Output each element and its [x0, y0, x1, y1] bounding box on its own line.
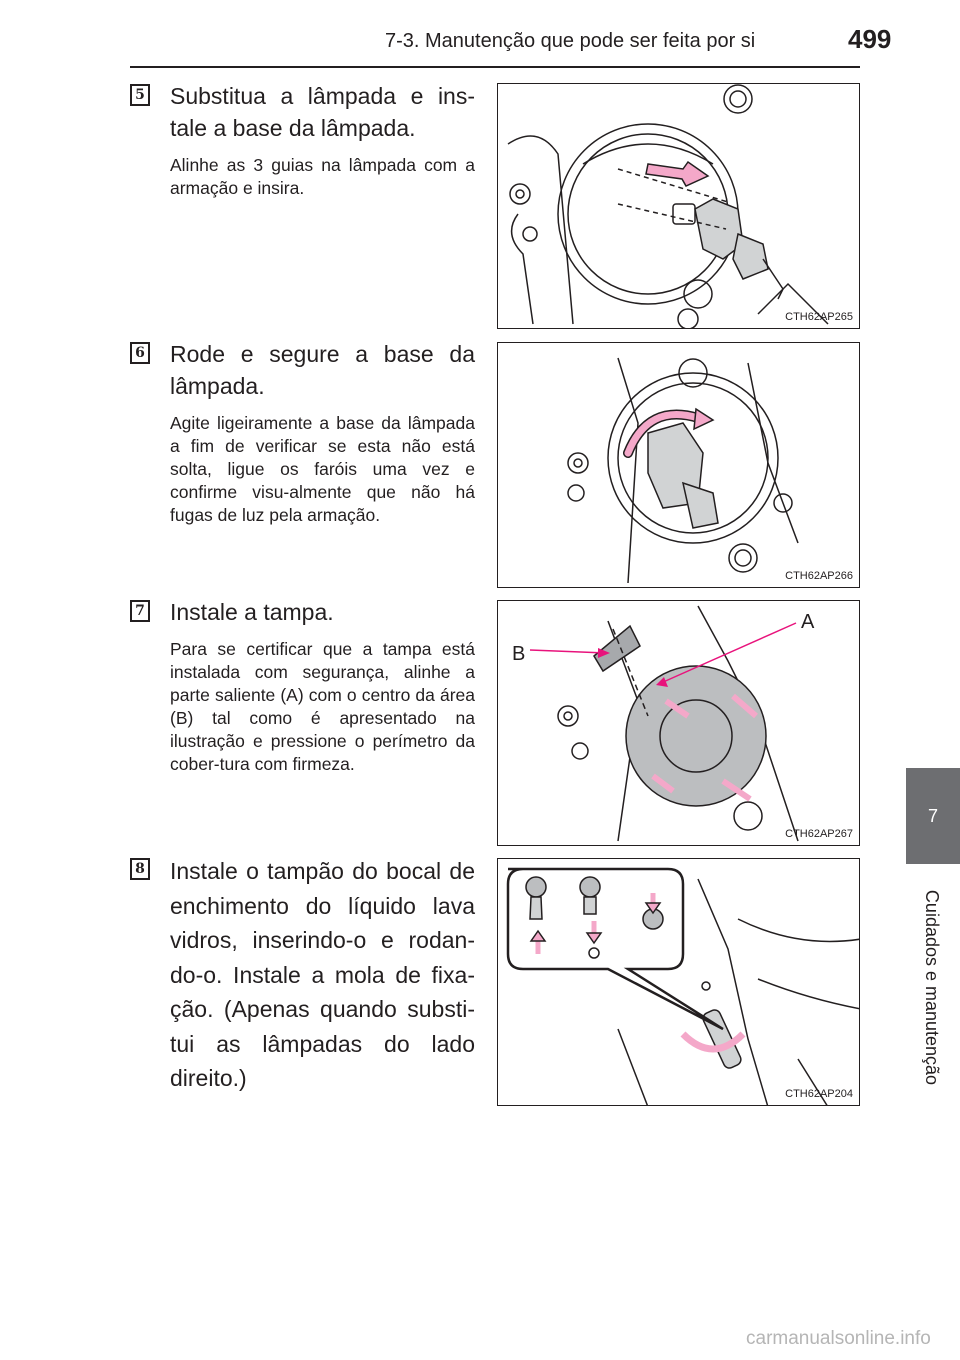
figure-code: CTH62AP204 — [785, 1088, 853, 1100]
step-title: Instale o tampão do bocal de enchimento do líquido lava vidros, inserindo-o e rodan-do-o. Instale a mola de fixa-ção. (Apenas quando substi-tui as lâmpadas do lado direito.) — [170, 858, 475, 1091]
label-b: B — [512, 643, 526, 665]
step-number: 7 — [130, 600, 150, 622]
chapter-tab[interactable]: 7 — [906, 768, 960, 864]
step-8 — [130, 854, 475, 1096]
figure-code: CTH62AP266 — [785, 570, 853, 582]
step-6 — [130, 338, 475, 527]
figure-step-6 — [497, 342, 860, 588]
figure-step-5 — [497, 83, 860, 329]
page-number: 499 — [848, 24, 892, 54]
step-number: 5 — [130, 84, 150, 106]
step-5 — [130, 80, 475, 200]
figure-code: CTH62AP267 — [785, 828, 853, 840]
step-description: Alinhe as 3 guias na lâmpada com a armação e insira. — [170, 155, 475, 198]
chapter-title: Cuidados e manutenção — [922, 889, 943, 1085]
watermark: carmanualsonline.info — [746, 1328, 931, 1349]
figure-code: CTH62AP265 — [785, 311, 853, 323]
step-description: Para se certificar que a tampa está instalada com segurança, alinhe a parte saliente (A) com o centro da área (B) tal como é apresentado na ilustração e pressione o perímetro da cober-tura com firmeza. — [170, 639, 475, 774]
header-rule — [130, 66, 860, 68]
figure-step-7 — [497, 600, 860, 846]
header-title: 7-3. Manutenção que pode ser feita por si — [385, 30, 756, 52]
step-description: Agite ligeiramente a base da lâmpada a fim de verificar se esta não está solta, ligue os faróis uma vez e confirme visu-almente que não há fugas de luz pela armação. — [170, 413, 475, 525]
step-7 — [130, 596, 475, 776]
step-number: 8 — [130, 858, 150, 880]
figure-step-8 — [497, 858, 860, 1106]
step-title: Substitua a lâmpada e ins-tale a base da lâmpada. — [170, 83, 475, 141]
step-title: Instale a tampa. — [170, 599, 334, 625]
step-number: 6 — [130, 342, 150, 364]
label-a: A — [801, 611, 815, 633]
step-title: Rode e segure a base da lâmpada. — [170, 341, 475, 399]
